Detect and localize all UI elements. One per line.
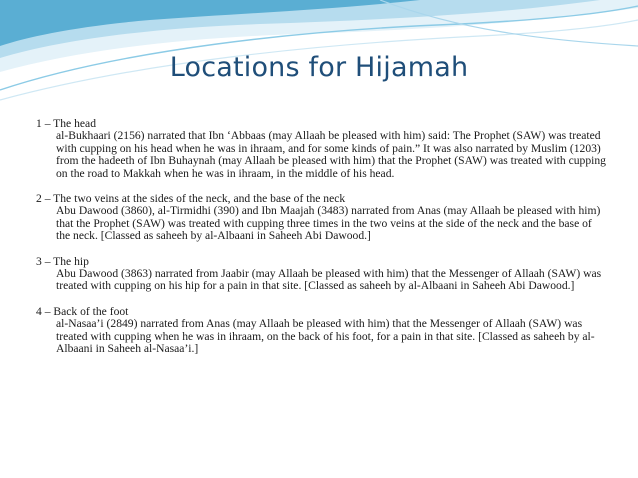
content-body — [36, 118, 606, 369]
section-body: al-Bukhaari (2156) narrated that Ibn ‘Abbaas (may Allaah be pleased with him) said: The Prophet (SAW) was treated with cupping on his head when he was in ihraam, and for some kinds of pain.” It was also narrated by Muslim (1203) from the hadeeth of Ibn Buhaynah (may Allaah be pleased with him) that the Prophet (SAW) was treated with cupping on the road to Makkah when he was in ihraam, in the middle of his head. — [56, 129, 606, 180]
section-body: Abu Dawood (3863) narrated from Jaabir (may Allaah be pleased with him) that the Messenger of Allaah (SAW) was treated with cupping on his hip for a pain in that site. [Classed as saheeh by al-Albaani in Saheeh Abi Dawood.] — [56, 267, 602, 293]
section-body: Abu Dawood (3860), al-Tirmidhi (390) and Ibn Maajah (3483) narrated from Anas (may Allaah be pleased with him) that the Prophet (SAW) was treated with cupping three times in the two veins at the side of the neck and the base of the neck. [Classed as saheeh by al-Albaani in Saheeh Abi Dawood.] — [56, 204, 601, 243]
section-heading: 3 – The hip — [36, 254, 89, 268]
page-title: Locations for Hijamah — [169, 52, 469, 83]
section-foot — [36, 306, 606, 356]
section-heading: 2 – The two veins at the sides of the neck, and the base of the neck — [36, 192, 346, 206]
section-hip — [36, 256, 606, 293]
section-neck — [36, 193, 606, 243]
section-head — [36, 118, 606, 180]
section-heading: 4 – Back of the foot — [36, 304, 129, 318]
section-heading: 1 – The head — [36, 117, 96, 130]
section-body: al-Nasaa’i (2849) narrated from Anas (may Allaah be pleased with him) that the Messenger of Allaah (SAW) was treated with cupping when he was in ihraam, on the back of his foot, for a pain in that site. [Classed as saheeh by al-Albaani in Saheeh al-Nasaa’i.] — [56, 317, 595, 356]
